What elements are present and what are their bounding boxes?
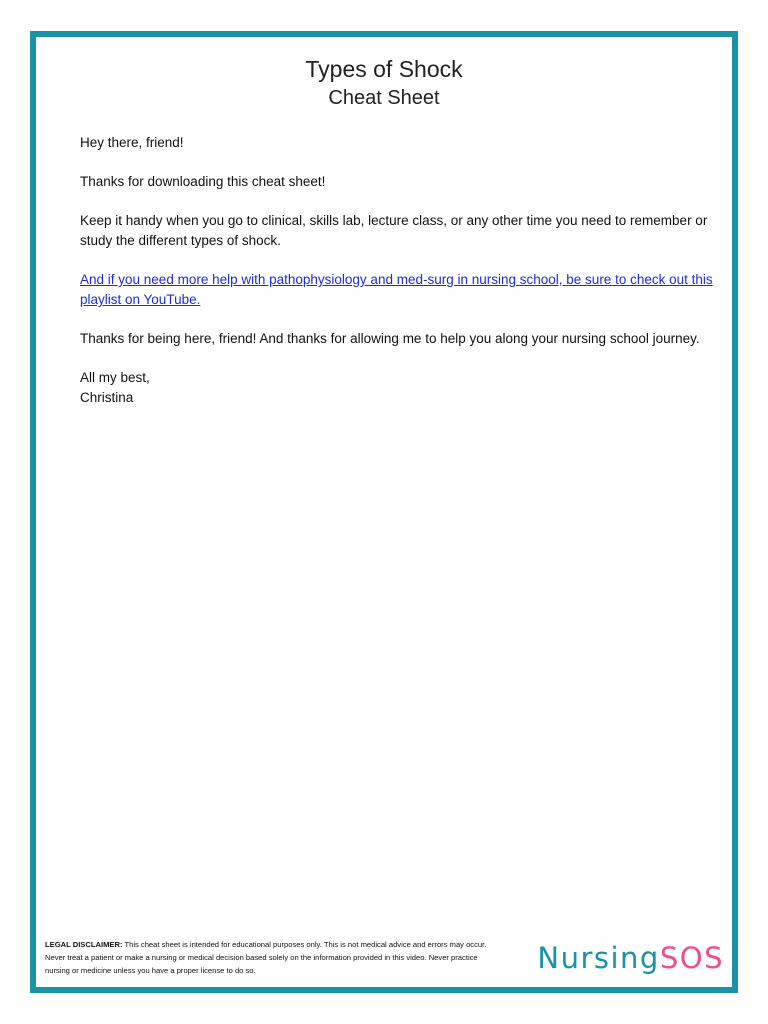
signoff: All my best, [80,370,150,385]
legal-disclaimer [45,938,497,977]
cheat-sheet-frame [30,31,738,993]
youtube-link-paragraph [80,270,715,310]
logo-nursing-text: Nursing [537,941,660,975]
signature: Christina [80,390,134,405]
nursing-sos-logo [537,941,724,975]
disclaimer-text: This cheat sheet is intended for educational purposes only. This is not medical advice and errors may occur. Never treat a patient or make a nursing or medical decision based solely on the information provided in this video. Never practice nursing or medicine unless you have a proper license to do so. [45,940,487,975]
page-subtitle: Cheat Sheet [328,87,440,109]
keep-handy-paragraph: Keep it handy when you go to clinical, skills lab, lecture class, or any other time you need to remember or study the different types of shock. [80,213,708,248]
greeting-paragraph: Hey there, friend! [80,135,184,150]
page-title: Types of Shock [305,56,463,82]
youtube-playlist-link[interactable]: And if you need more help with pathophysiology and med-surg in nursing school, be sure to check out this playlist on YouTube. [80,272,713,307]
closing-paragraph: Thanks for being here, friend! And thanks for allowing me to help you along your nursing school journey. [80,331,700,346]
letter-body [80,133,715,408]
thanks-paragraph: Thanks for downloading this cheat sheet! [80,174,326,189]
disclaimer-label: LEGAL DISCLAIMER: [45,940,123,949]
logo-sos-text: SOS [659,941,724,975]
